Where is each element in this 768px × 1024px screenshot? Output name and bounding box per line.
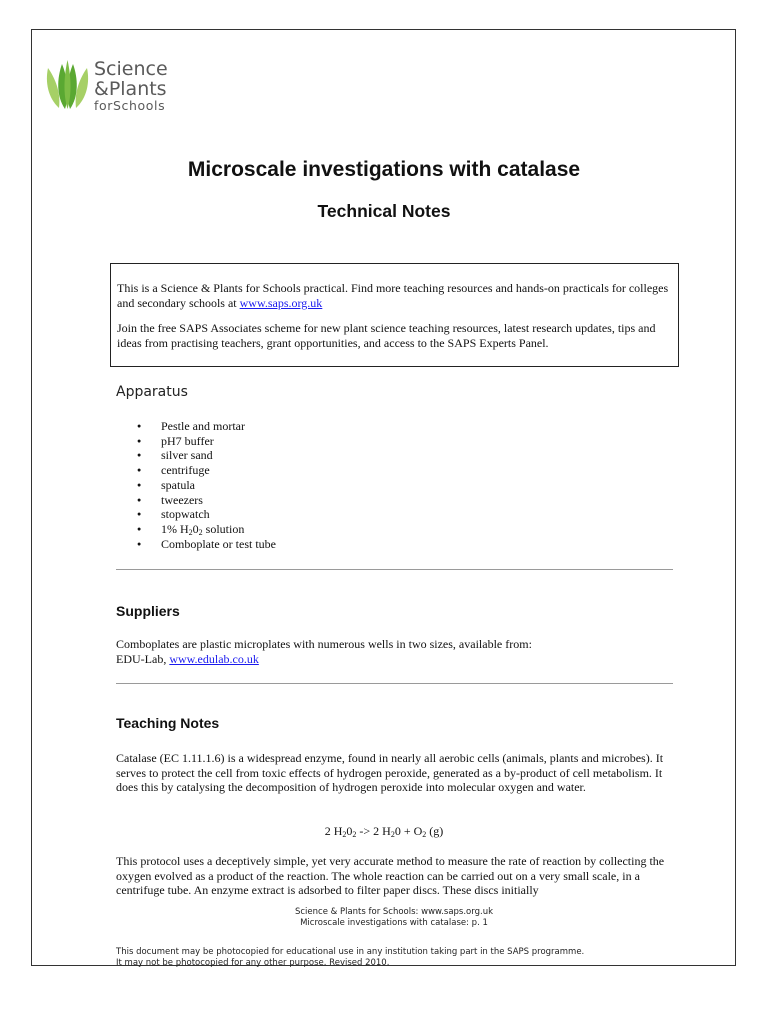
h2o2-sub2: 2 <box>198 527 203 537</box>
section-divider <box>116 569 673 570</box>
list-item: ● Comboplate or test tube <box>137 537 276 552</box>
intro-paragraph-1-text: This is a Science & Plants for Schools practical. Find more teaching resources and hands-on practicals for colleges and secondary schools at <box>117 281 669 310</box>
eq-part: 2 H <box>324 824 343 838</box>
footer-note <box>116 947 584 969</box>
logo-text-science: Science <box>94 58 168 80</box>
footer-line-1: Science & Plants for Schools: www.saps.org.uk <box>294 907 494 917</box>
intro-box <box>110 263 679 367</box>
apparatus-heading: Apparatus <box>116 384 188 400</box>
intro-paragraph-1 <box>117 281 672 311</box>
suppliers-text <box>116 637 676 666</box>
teaching-notes-heading: Teaching Notes <box>116 715 220 731</box>
eq-sub: 2 <box>422 830 427 839</box>
teaching-notes-paragraph-2: This protocol uses a deceptively simple, yet very accurate method to measure the rate of reaction by collecting the oxygen evolved as a product of the reaction. The whole reaction can be carried out on a very small scale, in a centrifuge tube. An enzyme extract is adsorbed to filter paper discs. These discs initially <box>116 854 665 898</box>
eq-part: 0 + O <box>394 824 423 838</box>
list-item-h2o2 <box>137 522 276 537</box>
eq-sub: 2 <box>390 830 395 839</box>
document-subtitle: Technical Notes <box>317 201 451 221</box>
reaction-equation <box>0 824 768 839</box>
suppliers-line-2-prefix: EDU-Lab, <box>116 651 170 666</box>
teaching-notes-paragraph-1: Catalase (EC 1.11.1.6) is a widespread enzyme, found in nearly all aerobic cells (animals, plants and microbes). It serves to protect the cell from toxic effects of hydrogen peroxide, generated as a by-product of cell metabolism. It does this by catalysing the decomposition of hydrogen peroxide into molecular oxygen and water. <box>116 751 664 795</box>
saps-logo <box>45 58 185 114</box>
suppliers-line-1: Comboplates are plastic microplates with numerous wells in two sizes, available from: <box>116 637 532 651</box>
h2o2-prefix: 1% H <box>161 521 189 536</box>
logo-text-plants: &Plants <box>94 78 167 100</box>
eq-part: -> 2 H <box>356 824 391 838</box>
apparatus-list <box>137 419 276 551</box>
suppliers-heading: Suppliers <box>116 603 180 619</box>
suppliers-line-2 <box>116 652 676 667</box>
document-title: Microscale investigations with catalase <box>187 158 581 181</box>
h2o2-mid: 0 <box>192 521 199 536</box>
logo-text-schools: forSchools <box>94 98 166 113</box>
list-item: ● spatula <box>137 478 276 493</box>
h2o2-suffix: solution <box>202 521 245 536</box>
edulab-link[interactable]: www.edulab.co.uk <box>169 651 259 666</box>
section-divider <box>116 683 673 684</box>
footer-center <box>0 907 768 929</box>
list-item: ● Pestle and mortar <box>137 419 276 434</box>
eq-sub: 2 <box>342 830 347 839</box>
eq-part: (g) <box>426 824 444 838</box>
list-item: ● pH7 buffer <box>137 434 276 449</box>
intro-paragraph-2: Join the free SAPS Associates scheme for new plant science teaching resources, latest research updates, tips and ideas from practising teachers, grant opportunities, and access to the SAPS Experts Panel. <box>117 321 656 350</box>
leaf-logo-icon <box>45 58 91 110</box>
eq-sub: 2 <box>352 830 357 839</box>
list-item: ● centrifuge <box>137 463 276 478</box>
footer-note-1: This document may be photocopied for educational use in any institution taking part in the SAPS programme. <box>116 947 585 957</box>
list-item: ● stopwatch <box>137 507 276 522</box>
h2o2-sub1: 2 <box>188 527 193 537</box>
list-item: ● tweezers <box>137 493 276 508</box>
footer-line-2: Microscale investigations with catalase: p. 1 <box>300 918 488 928</box>
saps-website-link[interactable]: www.saps.org.uk <box>239 296 323 310</box>
footer-note-2: It may not be photocopied for any other purpose. Revised 2010. <box>116 958 390 968</box>
eq-part: 0 <box>346 824 353 838</box>
list-item: ● silver sand <box>137 448 276 463</box>
